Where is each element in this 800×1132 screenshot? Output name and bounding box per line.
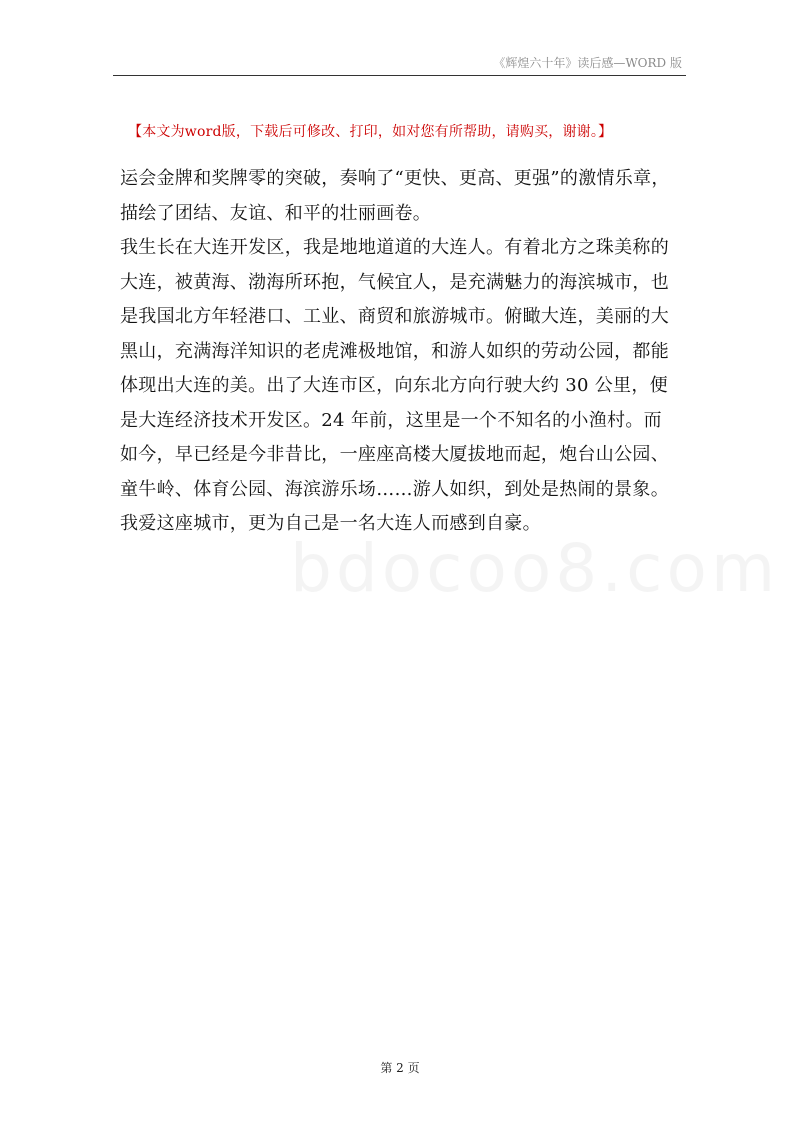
watermark: [290, 530, 779, 607]
page-number: 第 2 页: [380, 1061, 420, 1075]
header-divider: [113, 75, 686, 76]
body-text: [120, 162, 686, 542]
body-line: 描绘了团结、友谊、和平的壮丽画卷。: [120, 202, 432, 224]
body-line: 我爱这座城市，更为自己是一名大连人而感到自豪。: [120, 513, 541, 534]
header-title: 《辉煌六十年》读后感—WORD 版: [493, 56, 682, 70]
body-line: 是我国北方年轻港口、工业、商贸和旅游城市。俯瞰大连，美丽的大: [120, 306, 669, 327]
body-line: 体现出大连的美。出了大连市区，向东北方向行驶大约 30 公里，便: [120, 375, 668, 396]
body-line: 我生长在大连开发区，我是地地道道的大连人。有着北方之珠美称的: [120, 237, 669, 258]
purchase-notice: 【本文为word版，下载后可修改、打印，如对您有所帮助，请购买，谢谢。】: [128, 124, 613, 140]
body-line: 黑山，充满海洋知识的老虎滩极地馆，和游人如织的劳动公园，都能: [120, 340, 669, 362]
body-line: 是大连经济技术开发区。24 年前，这里是一个不知名的小渔村。而: [120, 409, 662, 431]
body-line: 如今，早已经是今非昔比，一座座高楼大厦拔地而起，炮台山公园、: [120, 444, 669, 465]
body-line: 大连，被黄海、渤海所环抱，气候宜人，是充满魅力的海滨城市，也: [120, 271, 669, 293]
body-line: 运会金牌和奖牌零的突破，奏响了“更快、更高、更强”的激情乐章，: [120, 168, 670, 189]
body-line: 童牛岭、体育公园、海滨游乐场……游人如织，到处是热闹的景象。: [120, 478, 669, 500]
